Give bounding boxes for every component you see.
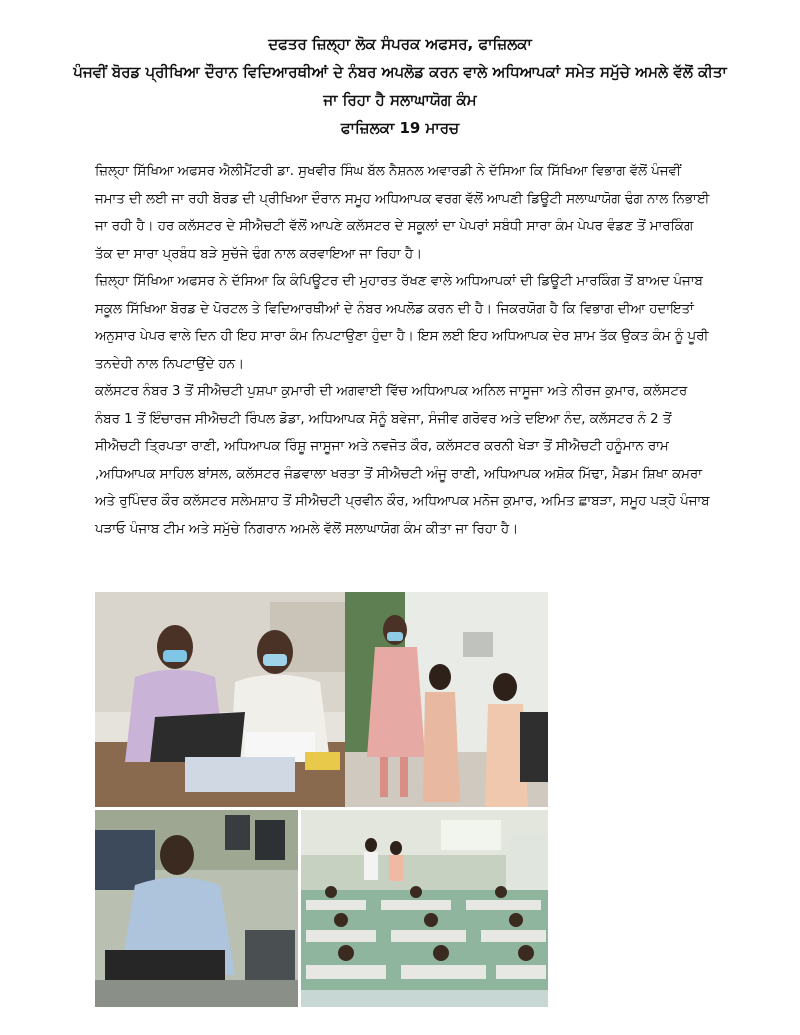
photo-teacher-laptop: [95, 810, 298, 1007]
document-header: [40, 30, 760, 142]
photo-collage: [95, 592, 548, 1007]
photo-teacher-students: [345, 592, 548, 807]
office-title: ਦਫਤਰ ਜ਼ਿਲ੍ਹਾ ਲੋਕ ਸੰਪਰਕ ਅਫਸਰ, ਫਾਜ਼ਿਲਕਾ: [268, 35, 532, 53]
article-body: [95, 158, 710, 543]
dateline: ਫਾਜ਼ਿਲਕਾ 19 ਮਾਰਚ: [340, 119, 460, 137]
photo-exam-hall: [301, 810, 548, 1007]
paragraph-1: ਜ਼ਿਲ੍ਹਾ ਸਿੱਖਿਆ ਅਫਸਰ ਐਲੀਮੈਂਟਰੀ ਡਾ. ਸੁਖਵੀਰ ਸਿੰਘ ਬੱਲ ਨੈਸ਼ਨਲ ਅਵਾਰਡੀ ਨੇ ਦੱਸਿਆ ਕਿ ਸਿੱਖਿਆ ਵਿਭਾਗ ਵੱਲੋਂ ਪੰਜਵੀਂ ਜਮਾਤ ਦੀ ਲਈ ਜਾ ਰਹੀ ਬੋਰਡ ਦੀ ਪ੍ਰੀਖਿਆ ਦੌਰਾਨ ਸਮੂਹ ਅਧਿਆਪਕ ਵਰਗ ਵੱਲੋਂ ਆਪਣੀ ਡਿਊਟੀ ਸਲਾਘਾਯੋਗ ਢੰਗ ਨਾਲ ਨਿਭਾਈ ਜਾ ਰਹੀ ਹੈ। ਹਰ ਕਲੱਸਟਰ ਦੇ ਸੀਐਚਟੀ ਵੱਲੋਂ ਆਪਣੇ ਕਲੱਸਟਰ ਦੇ ਸਕੂਲਾਂ ਦਾ ਪੇਪਰਾਂ ਸਬੰਧੀ ਸਾਰਾ ਕੰਮ ਪੇਪਰ ਵੰਡਣ ਤੋਂ ਮਾਰਕਿੰਗ ਤੱਕ ਦਾ ਸਾਰਾ ਪ੍ਰਬੰਧ ਬੜੇ ਸੁਚੱਜੇ ਢੰਗ ਨਾਲ ਕਰਵਾਇਆ ਜਾ ਰਿਹਾ ਹੈ।: [95, 164, 710, 262]
paragraph-3: ਕਲੱਸਟਰ ਨੰਬਰ 3 ਤੋਂ ਸੀਐਚਟੀ ਪੁਸ਼ਪਾ ਕੁਮਾਰੀ ਦੀ ਅਗਵਾਈ ਵਿੱਚ ਅਧਿਆਪਕ ਅਨਿਲ ਜਾਸੂਜਾ ਅਤੇ ਨੀਰਜ ਕੁਮਾਰ, ਕਲੱਸਟਰ ਨੰਬਰ 1 ਤੋਂ ਇੰਚਾਰਜ ਸੀਐਚਟੀ ਰਿੰਪਲ ਡੋਡਾ, ਅਧਿਆਪਕ ਸੋਨੂੰ ਬਵੇਜਾ, ਸੰਜੀਵ ਗਰੋਵਰ ਅਤੇ ਦਇਆ ਨੰਦ, ਕਲੱਸਟਰ ਨੰ 2 ਤੋਂ ਸੀਐਚਟੀ ਤ੍ਰਿਪਤਾ ਰਾਣੀ, ਅਧਿਆਪਕ ਰਿੰਸ਼ੂ ਜਾਸੂਜਾ ਅਤੇ ਨਵਜੋਤ ਕੌਰ, ਕਲੱਸਟਰ ਕਰਨੀ ਖੇੜਾ ਤੋਂ ਸੀਐਚਟੀ ਹਨੂੰਮਾਨ ਰਾਮ ,ਅਧਿਆਪਕ ਸਾਹਿਲ ਬਾਂਸਲ, ਕਲੱਸਟਰ ਜੰਡਵਾਲਾ ਖਰਤਾ ਤੋਂ ਸੀਐਚਟੀ ਅੰਜੂ ਰਾਣੀ, ਅਧਿਆਪਕ ਅਸ਼ੋਕ ਮਿੱਢਾ, ਮੈਡਮ ਸ਼ਿਖਾ ਕਮਰਾ ਅਤੇ ਰੁਪਿੰਦਰ ਕੌਰ ਕਲੱਸਟਰ ਸਲੇਮਸ਼ਾਹ ਤੋਂ ਸੀਐਚਟੀ ਪ੍ਰਵੀਨ ਕੌਰ, ਅਧਿਆਪਕ ਮਨੋਜ ਕੁਮਾਰ, ਅਮਿਤ ਛਾਬੜਾ, ਸਮੂਹ ਪੜ੍ਹੋ ਪੰਜਾਬ ਪੜਾਓ ਪੰਜਾਬ ਟੀਮ ਅਤੇ ਸਮੁੱਚੇ ਨਿਗਰਾਨ ਅਮਲੇ ਵੱਲੋਂ ਸਲਾਘਾਯੋਗ ਕੰਮ ਕੀਤਾ ਜਾ ਰਿਹਾ ਹੈ।: [95, 384, 710, 537]
paragraph-2: ਜ਼ਿਲ੍ਹਾ ਸਿੱਖਿਆ ਅਫਸਰ ਨੇ ਦੱਸਿਆ ਕਿ ਕੰਪਿਊਟਰ ਦੀ ਮੁਹਾਰਤ ਰੱਖਣ ਵਾਲੇ ਅਧਿਆਪਕਾਂ ਦੀ ਡਿਊਟੀ ਮਾਰਕਿੰਗ ਤੋਂ ਬਾਅਦ ਪੰਜਾਬ ਸਕੂਲ ਸਿੱਖਿਆ ਬੋਰਡ ਦੇ ਪੋਰਟਲ ਤੇ ਵਿਦਿਆਰਥੀਆਂ ਦੇ ਨੰਬਰ ਅਪਲੋਡ ਕਰਨ ਦੀ ਹੈ। ਜਿਕਰਯੋਗ ਹੈ ਕਿ ਵਿਭਾਗ ਦੀਆ ਹਦਾਇਤਾਂ ਅਨੁਸਾਰ ਪੇਪਰ ਵਾਲੇ ਦਿਨ ਹੀ ਇਹ ਸਾਰਾ ਕੰਮ ਨਿਪਟਾਉਣਾ ਹੁੰਦਾ ਹੈ। ਇਸ ਲਈ ਇਹ ਅਧਿਆਪਕ ਦੇਰ ਸ਼ਾਮ ਤੱਕ ਉਕਤ ਕੰਮ ਨੂੰ ਪੂਰੀ ਤਨਦੇਹੀ ਨਾਲ ਨਿਪਟਾਉਂਦੇ ਹਨ।: [95, 274, 709, 372]
headline-line-2: ਜਾ ਰਿਹਾ ਹੈ ਸਲਾਘਾਯੋਗ ਕੰਮ: [323, 91, 477, 109]
photo-teachers-desk: [95, 592, 345, 807]
headline-line-1: ਪੰਜਵੀਂ ਬੋਰਡ ਪ੍ਰੀਖਿਆ ਦੌਰਾਨ ਵਿਦਿਆਰਥੀਆਂ ਦੇ ਨੰਬਰ ਅਪਲੋਡ ਕਰਨ ਵਾਲੇ ਅਧਿਆਪਕਾਂ ਸਮੇਤ ਸਮੁੱਚੇ ਅਮਲੇ ਵੱਲੋਂ ਕੀਤਾ: [73, 63, 727, 81]
